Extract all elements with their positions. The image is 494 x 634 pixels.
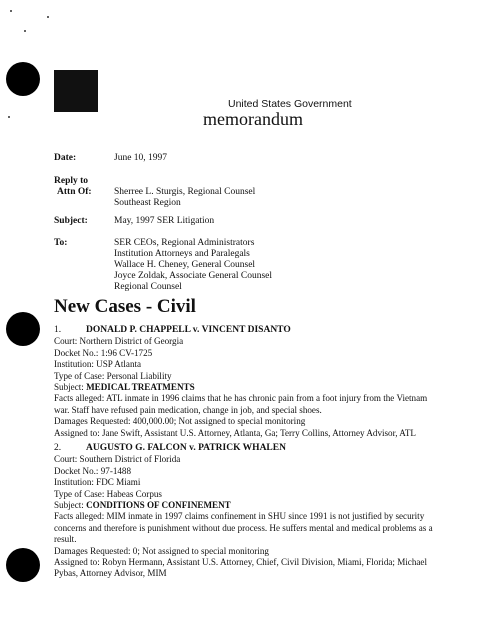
scan-speck <box>8 116 10 118</box>
case-court: Court: Southern District of Florida <box>54 454 181 465</box>
case-assigned: Assigned to: Robyn Hermann, Assistant U.S. Attorney, Chief, Civil Division, Miami, Florida; Michael Pybas, Attorney Advisor, MIM <box>54 557 427 579</box>
to-line: Wallace H. Cheney, General Counsel <box>114 260 256 270</box>
scan-speck <box>47 16 49 18</box>
case-assigned: Assigned to: Jane Swift, Assistant U.S. Attorney, Atlanta, Ga; Terry Collins, Attorney Advisor, ATL <box>54 427 416 438</box>
case-docket: Docket No.: 97-1488 <box>54 465 132 476</box>
to-line: Joyce Zoldak, Associate General Counsel <box>114 271 273 281</box>
case-docket: Docket No.: 1:96 CV-1725 <box>54 347 153 358</box>
case-subject <box>54 500 444 511</box>
case-type: Type of Case: Personal Liability <box>54 370 172 381</box>
date-label: Date: <box>54 153 77 163</box>
case-institution: Institution: USP Atlanta <box>54 359 142 370</box>
to-label: To: <box>54 238 68 248</box>
case-type: Type of Case: Habeas Corpus <box>54 488 162 499</box>
case-subject-value: MEDICAL TREATMENTS <box>86 382 195 393</box>
case-title <box>54 325 444 336</box>
case-title <box>54 443 444 454</box>
case-subject-value: CONDITIONS OF CONFINEMENT <box>86 500 231 511</box>
to-line: Institution Attorneys and Paralegals <box>114 249 250 259</box>
case-damages: Damages Requested: 0; Not assigned to special monitoring <box>54 545 269 556</box>
reply-label <box>54 176 92 198</box>
section-title: New Cases - Civil <box>54 296 196 317</box>
scan-speck <box>10 10 12 12</box>
case-entry <box>54 443 444 580</box>
reply-line: Sherree L. Sturgis, Regional Counsel <box>114 187 256 197</box>
case-entry <box>54 325 444 439</box>
to-line: SER CEOs, Regional Administrators <box>114 238 255 248</box>
reply-label-line1: Reply to <box>54 176 89 186</box>
reply-value <box>114 187 255 209</box>
case-subject-prefix: Subject: <box>54 382 87 393</box>
subject-value: May, 1997 SER Litigation <box>114 216 215 226</box>
case-subject-prefix: Subject: <box>54 500 87 511</box>
case-facts: Facts alleged: ATL inmate in 1996 claims that he has chronic pain from a foot injury from the Vietnam war. Staff have refused pain medication, change in job, and special shoes. <box>54 393 428 415</box>
agency-logo <box>54 70 98 112</box>
government-heading: United States Government <box>228 98 352 110</box>
punch-hole-middle <box>6 312 40 346</box>
case-parties: AUGUSTO G. FALCON v. PATRICK WHALEN <box>86 443 286 453</box>
case-number: 1. <box>54 325 62 335</box>
scan-speck <box>24 30 26 32</box>
case-parties: DONALD P. CHAPPELL v. VINCENT DISANTO <box>86 325 291 335</box>
case-facts: Facts alleged: MIM inmate in 1997 claims confinement in SHU since 1991 is not justified by security concerns and therefore is punishment without due process. He suffers mental and medical problems as a result. <box>54 511 433 545</box>
reply-line: Southeast Region <box>114 198 181 208</box>
memorandum-title: memorandum <box>203 109 303 129</box>
subject-label: Subject: <box>54 216 88 226</box>
punch-hole-top <box>6 62 40 96</box>
to-value <box>114 238 272 293</box>
case-court: Court: Northern District of Georgia <box>54 336 184 347</box>
case-damages: Damages Requested: 400,000.00; Not assigned to special monitoring <box>54 416 306 427</box>
to-line: Regional Counsel <box>114 282 182 292</box>
case-institution: Institution: FDC Miami <box>54 477 141 488</box>
case-number: 2. <box>54 443 62 453</box>
case-subject <box>54 382 444 393</box>
reply-label-line2: Attn Of: <box>57 187 92 197</box>
punch-hole-bottom <box>6 548 40 582</box>
date-value: June 10, 1997 <box>114 153 168 163</box>
